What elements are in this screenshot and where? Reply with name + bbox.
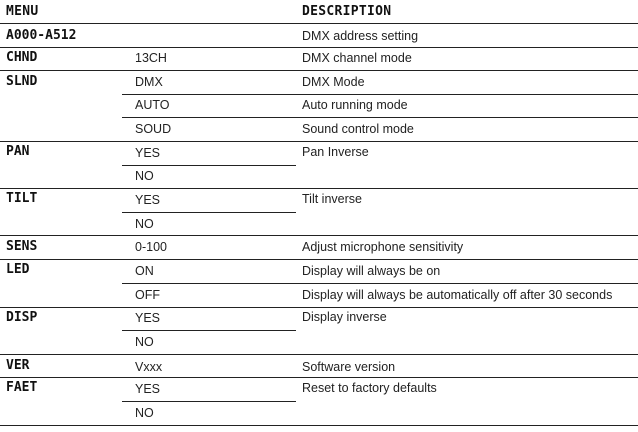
description-faet: Reset to factory defaults: [302, 381, 437, 395]
menu-item-ver: VER: [6, 358, 30, 373]
menu-item-sens: SENS: [6, 239, 38, 254]
description-disp: Display inverse: [302, 310, 387, 324]
menu-item-led: LED: [6, 262, 30, 277]
value-pan-no: NO: [135, 169, 154, 183]
value-disp-no: NO: [135, 335, 154, 349]
description-address: DMX address setting: [302, 29, 419, 43]
value-faet-yes: YES: [135, 382, 161, 396]
description-sens: Adjust microphone sensitivity: [302, 240, 464, 254]
value-led-off: OFF: [135, 288, 160, 302]
description-slnd-soud: Sound control mode: [302, 122, 414, 136]
bottom-rule: [0, 425, 638, 426]
value-chnd: 13CH: [135, 51, 167, 65]
value-tilt-yes: YES: [135, 193, 161, 207]
value-disp-yes: YES: [135, 311, 161, 325]
description-pan: Pan Inverse: [302, 145, 369, 159]
description-ver: Software version: [302, 360, 396, 374]
row-divider: [0, 354, 638, 355]
menu-item-disp: DISP: [6, 310, 38, 325]
description-chnd: DMX channel mode: [302, 51, 412, 65]
menu-item-address: A000-A512: [6, 28, 77, 43]
description-column-header: DESCRIPTION: [302, 4, 392, 19]
description-slnd-dmx: DMX Mode: [302, 75, 365, 89]
value-pan-yes: YES: [135, 146, 161, 160]
value-slnd-soud: SOUD: [135, 122, 172, 136]
description-slnd-auto: Auto running mode: [302, 98, 408, 112]
menu-item-pan: PAN: [6, 144, 30, 159]
value-sens: 0-100: [135, 240, 167, 254]
menu-column-header: MENU: [6, 4, 39, 19]
menu-item-faet: FAET: [6, 380, 38, 395]
value-ver: Vxxx: [135, 360, 163, 374]
value-slnd-dmx: DMX: [135, 75, 163, 89]
menu-item-chnd: CHND: [6, 50, 38, 65]
menu-item-slnd: SLND: [6, 74, 38, 89]
value-faet-no: NO: [135, 406, 154, 420]
header-rule: [0, 23, 638, 24]
description-led-on: Display will always be on: [302, 264, 441, 278]
value-led-on: ON: [135, 264, 154, 278]
value-slnd-auto: AUTO: [135, 98, 170, 112]
description-led-off: Display will always be automatically off after 30 seconds: [302, 288, 613, 302]
menu-item-tilt: TILT: [6, 191, 38, 206]
value-tilt-no: NO: [135, 217, 154, 231]
description-tilt: Tilt inverse: [302, 192, 362, 206]
